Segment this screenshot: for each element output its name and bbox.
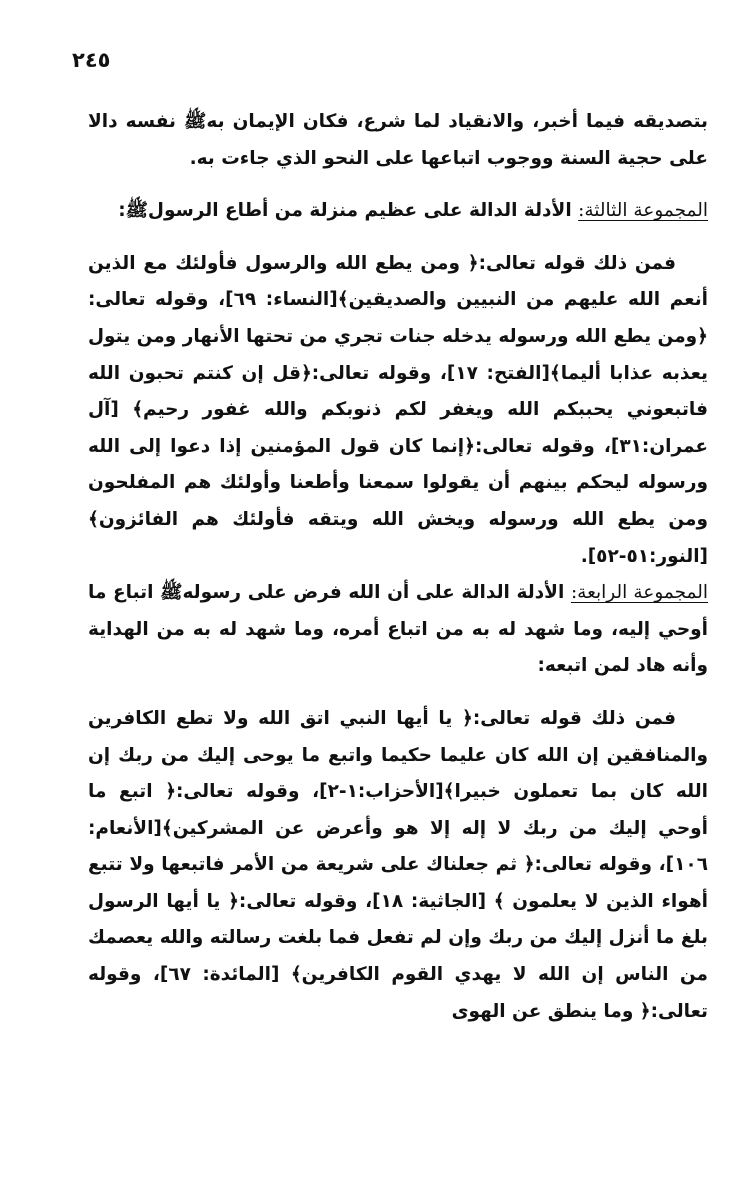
- paragraph-group-four: [88, 575, 708, 685]
- paragraph-group-three: [88, 193, 708, 230]
- page-number: ٢٤٥: [72, 48, 111, 72]
- section-text-group-three: الأدلة الدالة على عظيم منزلة من أطاع الرسولﷺ:: [118, 200, 579, 222]
- section-heading-group-three: المجموعة الثالثة:: [578, 200, 708, 222]
- page-body: [88, 104, 708, 1030]
- paragraph-evidence-three: فمن ذلك قوله تعالى:﴿ ومن يطع الله والرسول فأولئك مع الذين أنعم الله عليهم من النبيين والصديقين﴾[النساء: ٦٩]، وقوله تعالى:﴿ومن يطع الله ورسوله يدخله جنات تجري من تحتها الأنهار ومن يتول يعذبه عذابا أليما﴾[الفتح: ١٧]، وقوله تعالى:﴿قل إن كنتم تحبون الله فاتبعوني يحببكم الله ويغفر لكم ذنوبكم والله غفور رحيم﴾ [آل عمران:٣١]، وقوله تعالى:﴿إنما كان قول المؤمنين إذا دعوا إلى الله ورسوله ليحكم بينهم أن يقولوا سمعنا وأطعنا وأولئك هم المفلحون ومن يطع الله ورسوله ويخش الله ويتقه فأولئك هم الفائزون﴾[النور:٥١-٥٢].: [88, 252, 708, 567]
- section-text-group-four: الأدلة الدالة على أن الله فرض على رسولهﷺ اتباع ما أوحي إليه، وما شهد له به من اتباع أمره، وما شهد له به من الهداية وأنه هاد لمن اتبعه:: [88, 582, 708, 677]
- section-heading-group-four: المجموعة الرابعة:: [570, 582, 708, 604]
- paragraph-evidence-four: فمن ذلك قوله تعالى:﴿ يا أيها النبي اتق الله ولا تطع الكافرين والمنافقين إن الله كان عليما حكيما واتبع ما يوحى إليك من ربك إن الله كان بما تعملون خبيرا﴾[الأحزاب:١-٢]، وقوله تعالى:﴿ اتبع ما أوحي إليك من ربك لا إله إلا هو وأعرض عن المشركين﴾[الأنعام: ١٠٦]، وقوله تعالى:﴿ ثم جعلناك على شريعة من الأمر فاتبعها ولا تتبع أهواء الذين لا يعلمون ﴾ [الجاثية: ١٨]، وقوله تعالى:﴿ يا أيها الرسول بلغ ما أنزل إليك من ربك وإن لم تفعل فما بلغت رسالته والله يعصمك من الناس إن الله لا يهدي القوم الكافرين﴾ [المائدة: ٦٧]، وقوله تعالى:﴿ وما ينطق عن الهوى: [88, 707, 709, 1022]
- paragraph-intro: بتصديقه فيما أخبر، والانقياد لما شرع، فكان الإيمان بهﷺ نفسه دالا على حجية السنة ووجوب اتباعها على النحو الذي جاءت به.: [88, 111, 708, 169]
